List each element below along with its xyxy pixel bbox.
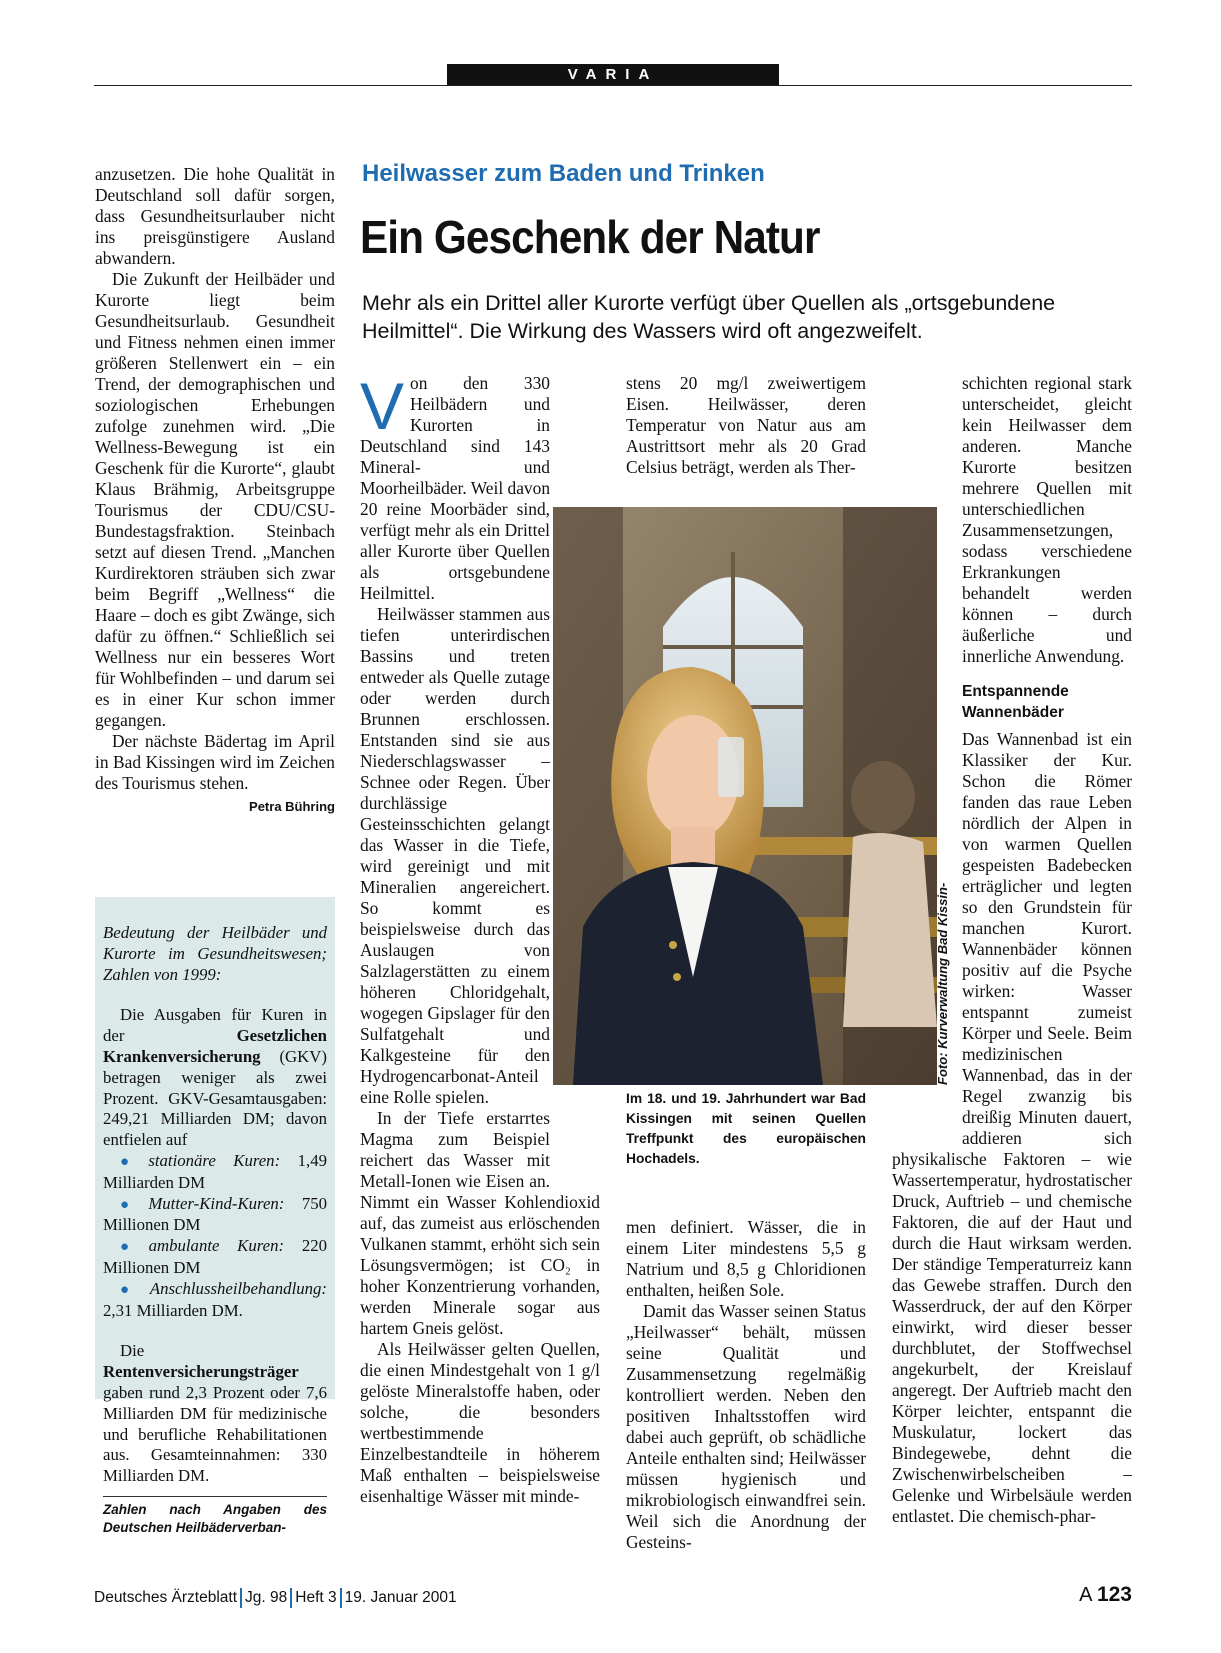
issue-date: 19. Januar 2001 xyxy=(344,1589,457,1607)
article-paragraph: on den 330 Heilbädern und Kurorten in Deutschland sind 143 Mineral- und Moorheilbäder. Weil davon 20 reine Moorbäder sind, verfügt mehr als ein Drittel aller Kurorte über Quellen als ortsgebundene Heilmittel. xyxy=(360,373,551,603)
article-column-2-bottom xyxy=(626,1217,866,1553)
infobox-item xyxy=(103,1279,327,1322)
left-paragraph-3-text: Der nächste Bädertag im April in Bad Kissingen wird im Zeichen des Tourismus stehen. xyxy=(95,731,335,793)
footer-separator xyxy=(290,1588,292,1608)
article-paragraph: Das Wannenbad ist ein Klassiker der Kur. Schon die Römer fanden das raue Leben nördlich der Alpen in von warmen Quellen gespeisten Badebecken erträglicher und legten so den Grundstein für manchen Kurort. Wannenbäder können positiv auf die Psyche wirken: Wasser entspannt zumeist Körper und Seele. Beim medizinischen Wannenbad, das in der Regel zwanzig bis dreißig Minuten dauert, addieren sich physikalische Faktoren – wie Wassertemperatur, hydrostatischer Druck, Auftrieb – und chemische Faktoren, die auf der Haut und durch die Haut wirksam werden. Der ständige Temperaturreiz kann das Gewebe straffen. Durch den Wasserdruck, der auf den Körper einwirkt, wird dieser besser durchblutet, der Stoffwechsel angekurbelt, der Kreislauf angeregt. Der Auftrieb macht den Körper leichter, entspannt die Muskulatur, lockert das Bindegewebe, dehnt die Zwischenwirbelscheiben – Gelenke und Wirbelsäule werden entlastet. Die chemisch-phar- xyxy=(892,729,1132,1526)
infobox-item-label: Anschlussheilbehandlung: xyxy=(149,1278,327,1298)
infobox-item xyxy=(103,1151,327,1194)
article-paragraph: stens 20 mg/l zweiwertigem Eisen. Heilwässer, deren Temperatur von Natur aus am Austrittsort mehr als 20 Grad Celsius beträgt, werden als Ther- xyxy=(626,373,866,477)
infobox-item-value: 1,49 Milliarden DM xyxy=(103,1150,328,1192)
infobox-item-value: 220 Millionen DM xyxy=(103,1236,327,1277)
article-column-2-top xyxy=(626,373,866,478)
photo-credit: Foto: Kurverwaltung Bad Kissin- xyxy=(935,882,950,1085)
article-kicker: Heilwasser zum Baden und Trinken xyxy=(362,160,765,187)
photo-caption: Im 18. und 19. Jahrhundert war Bad Kissingen mit seinen Quellen Treffpunkt des europäischen Hochadels. xyxy=(626,1091,866,1166)
info-box xyxy=(95,897,335,1535)
journal-volume: Jg. 98 xyxy=(245,1589,288,1607)
infobox-item-label: ambulante Kuren: xyxy=(148,1236,285,1256)
journal-issue: Heft 3 xyxy=(295,1589,337,1607)
left-paragraph-2: Die Zukunft der Heilbäder und Kurorte liegt beim Gesundheitsurlaub. Gesundheit und Fitness nehmen einen immer größeren Stellenwert ein – ein Trend, der demographischen und soziologischen Erhebungen zufolge zunehmen wird. „Die Wellness-Bewegung ist ein Geschenk für die Kurorte“, glaubt Klaus Brähmig, Arbeitsgruppe Tourismus der CDU/CSU-Bundestagsfraktion. Steinbach setzt auf diesen Trend. „Manchen Kurdirektoren sträuben sich zwar beim Begriff „Wellness“ die Haare – doch es gibt Zwänge, sich dafür zu öffnen.“ Schließlich sei Wellness nur ein besseres Wort für Wohlbefinden – und darum sei es in einer Kur schon immer gegangen. xyxy=(95,269,336,730)
article-paragraph: Heilwässer stammen aus tiefen unterirdischen Bassins und treten entweder als Quelle zutage oder werden durch Brunnen erschlossen. Entstanden sind sie aus Niederschlagswasser – Schnee oder Regen. Über durchlässige Gesteinsschichten gelangt das Wasser in die Tiefe, wird gereinigt und mit Mineralien angereichert. So kommt es beispielsweise durch das Auslaugen von Salzlagerstätten zu einem höheren Chloridgehalt, wogegen Gipslager für den Sulfatgehalt und Kalkgesteine für den Hydrogencarbonat-Anteil eine Rolle spielen. xyxy=(360,604,550,1107)
page-number xyxy=(1079,1583,1132,1607)
infobox-item-label: Mutter-Kind-Kuren: xyxy=(148,1193,285,1213)
infobox-item-label: stationäre Kuren: xyxy=(148,1150,281,1170)
left-paragraph-1: anzusetzen. Die hohe Qualität in Deutschland soll dafür sorgen, dass Gesundheitsurlauber nicht ins preisgünstigere Ausland abwandern. xyxy=(95,164,335,268)
infobox-item-value: 750 Millionen DM xyxy=(103,1193,327,1235)
bullet-icon: ● xyxy=(120,1196,143,1213)
infobox-intro: Bedeutung der Heilbäder und Kurorte im Gesundheitswesen; Zahlen von 1999: xyxy=(103,923,327,984)
left-column xyxy=(95,164,335,817)
infobox-paragraph-1 xyxy=(103,1005,327,1151)
photo-illustration xyxy=(553,507,937,1085)
infobox-paragraph-2 xyxy=(103,1341,327,1487)
infobox-p2-pre: Die xyxy=(120,1341,145,1361)
article-lead: Mehr als ein Drittel aller Kurorte verfügt über Quellen als „ortsgebundene Heilmittel“. Die Wirkung des Wassers wird oft angezweifelt. xyxy=(362,291,1056,343)
author-name: Petra Bühring xyxy=(249,799,335,814)
footer-separator xyxy=(340,1588,342,1608)
page-number-value: 123 xyxy=(1096,1583,1132,1606)
infobox-item xyxy=(103,1194,327,1237)
bullet-icon: ● xyxy=(120,1281,144,1298)
infobox-p1-bold: Gesetzlichen Krankenversicherung xyxy=(103,1026,327,1066)
article-paragraph: Als Heilwässer gelten Quellen, die einen Mindestgehalt von 1 g/l gelöste Mineralstoffe haben, oder solche, die besonders wertbestimmende Einzelbestandteile in höherem Maß enthalten – beispielsweise eisenhaltige Wässer mit minde- xyxy=(360,1339,600,1506)
bullet-icon: ● xyxy=(120,1239,143,1256)
article-paragraph: men definiert. Wässer, die in einem Liter mindestens 5,5 g Natrium und 8,5 g Chloridionen enthalten, heißen Sole. xyxy=(626,1217,866,1300)
left-paragraph-3 xyxy=(95,731,335,814)
section-label: VARIA xyxy=(447,64,779,86)
drop-cap: V xyxy=(360,369,405,443)
bullet-icon: ● xyxy=(120,1153,143,1170)
journal-name: Deutsches Ärzteblatt xyxy=(94,1589,238,1607)
article-headline: Ein Geschenk der Natur xyxy=(360,211,820,263)
infobox-p1-pre: Die Ausgaben für Kuren in der xyxy=(103,1005,327,1046)
page-prefix: A xyxy=(1079,1584,1092,1606)
article-paragraph: In der Tiefe erstarrtes Magma zum Beispiel reichert das Wasser mit Metall-Ionen wie Eisen an. Nimmt ein Wasser Kohlendioxid auf, das zumeist aus erlöschenden Vulkanen stammt, erhöht sich sein Lösungsvermögen; ist CO₂ in hoher Konzentrierung vorhanden, werden Minerale sogar aus hartem Gneis gelöst. xyxy=(360,1108,600,1338)
infobox-item-value: 2,31 Milliarden DM. xyxy=(103,1300,243,1320)
infobox-p1-post: (GKV) betragen weniger als zwei Prozent. GKV-Gesamtausgaben: 249,21 Milliarden DM; davon entfielen auf xyxy=(103,1046,327,1150)
article-subhead: Entspannende Wannenbäder xyxy=(962,683,1069,721)
header-rule xyxy=(94,85,1132,86)
article-paragraph: schichten regional stark unterscheidet, gleicht kein Heilwasser dem anderen. Manche Kurorte besitzen mehrere Quellen mit unterschiedlichen Zusammensetzungen, sodass verschiedene Erkrankungen behandelt werden können – durch äußerliche und innerliche Anwendung. xyxy=(962,373,1132,666)
article-paragraph: Damit das Wasser seinen Status „Heilwasser“ behält, müssen seine Qualität und Zusammensetzung regelmäßig kontrolliert werden. Neben den positiven Inhaltsstoffen wird dabei auch geprüft, ob schädliche Anteile enthalten sind; Heilwässer müssen hygienisch und mikrobiologisch einwandfrei sein. Weil sich die Anordnung der Gesteins- xyxy=(626,1301,866,1552)
infobox-p2-post: gaben rund 2,3 Prozent oder 7,6 Milliarden DM für medizinische und berufliche Rehabilitationen aus. Gesamteinnahmen: 330 Milliarden DM. xyxy=(103,1382,327,1486)
page-footer xyxy=(94,1583,1132,1608)
footer-separator xyxy=(240,1588,242,1608)
infobox-source: Zahlen nach Angaben des Deutschen Heilbäderverban- xyxy=(103,1496,327,1537)
infobox-item xyxy=(103,1236,327,1279)
article-photo xyxy=(553,507,937,1085)
infobox-p2-bold: Rentenversicherungsträger xyxy=(103,1362,299,1382)
